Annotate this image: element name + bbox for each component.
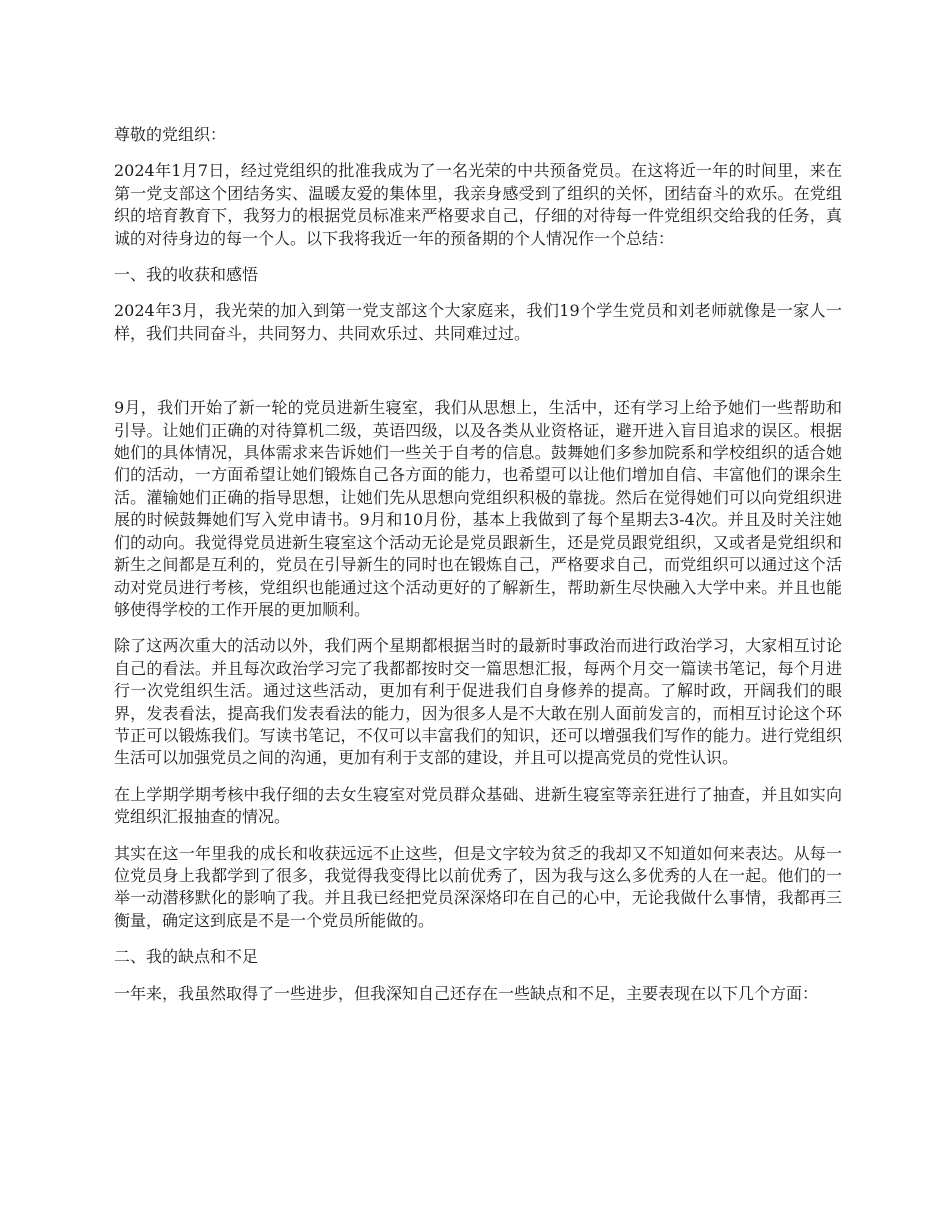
blank-gap — [114, 359, 842, 397]
section-heading-shortcomings: 二、我的缺点和不足 — [114, 947, 259, 967]
paragraph-shortcomings: 一年来，我虽然取得了一些进步，但我深知自己还存在一些缺点和不足，主要表现在以下几个方面： — [114, 983, 819, 1003]
salutation: 尊敬的党组织： — [114, 125, 227, 144]
paragraph-march: 2024年3月，我光荣的加入到第一党支部这个大家庭来，我们19个学生党员和刘老师就像是一家人一样，我们共同奋斗，共同努力、共同欢乐过、共同难过过。 — [114, 301, 842, 343]
intro-paragraph: 2024年1月7日，经过党组织的批准我成为了一名光荣的中共预备党员。在这将近一年的时间里，来在第一党支部这个团结务实、温暖友爱的集体里，我亲身感受到了组织的关怀，团结奋斗的欢乐。在党组织的培育教育下，我努力的根据党员标准来严格要求自己，仔细的对待每一件党组织交给我的任务，真诚的对待身边的每一个人。以下我将我近一年的预备期的个人情况作一个总结： — [114, 161, 842, 248]
section-heading-gains: 一、我的收获和感悟 — [114, 265, 259, 285]
paragraph-september: 9月，我们开始了新一轮的党员进新生寝室，我们从思想上，生活中，还有学习上给予她们一些帮助和引导。让她们正确的对待算机二级，英语四级，以及各类从业资格证，避开进入盲目追求的误区。根据她们的具体情况，具体需求来告诉她们一些关于自考的信息。鼓舞她们多参加院系和学校组织的适合她们的活动，一方面希望让她们锻炼自己各方面的能力，也希望可以让他们增加自信、丰富他们的课余生活。灌输她们正确的指导思想，让她们先从思想向党组织积极的靠拢。然后在觉得她们可以向党组织进展的时候鼓舞她们写入党申请书。9月和10月份，基本上我做到了每个星期去3-4次。并且及时关注她们的动向。我觉得党员进新生寝室这个活动无论是党员跟新生，还是党员跟党组织，又或者是党组织和新生之间都是互利的，党员在引导新生的同时也在锻炼自己，严格要求自己，而党组织可以通过这个活动对党员进行考核，党组织也能通过这个活动更好的了解新生，帮助新生尽快融入大学中来。并且也能够使得学校的工作开展的更加顺利。 — [114, 398, 842, 619]
paragraph-political-study: 除了这两次重大的活动以外，我们两个星期都根据当时的最新时事政治而进行政治学习，大家相互讨论自己的看法。并且每次政治学习完了我都都按时交一篇思想汇报，每两个月交一篇读书笔记，每个月进行一次党组织生活。通过这些活动，更加有利于促进我们自身修养的提高。了解时政，开阔我们的眼界，发表看法，提高我们发表看法的能力，因为很多人是不大敢在别人面前发言的，而相互讨论这个环节正可以锻炼我们。写读书笔记，不仅可以丰富我们的知识，还可以增强我们写作的能力。进行党组织生活可以加强党员之间的沟通，更加有利于支部的建设，并且可以提高党员的党性认识。 — [114, 636, 842, 768]
document-body — [114, 124, 842, 1019]
paragraph-growth: 其实在这一年里我的成长和收获远远不止这些，但是文字较为贫乏的我却又不知道如何来表达。从每一位党员身上我都学到了很多，我觉得我变得比以前优秀了，因为我与这么多优秀的人在一起。他们的一举一动潜移默化的影响了我。并且我已经把党员深深烙印在自己的心中，无论我做什么事情，我都再三衡量，确定这到底是不是一个党员所能做的。 — [114, 843, 842, 930]
paragraph-dorm-check: 在上学期学期考核中我仔细的去女生寝室对党员群众基础、进新生寝室等亲狂进行了抽查，并且如实向党组织汇报抽查的情况。 — [114, 784, 842, 827]
